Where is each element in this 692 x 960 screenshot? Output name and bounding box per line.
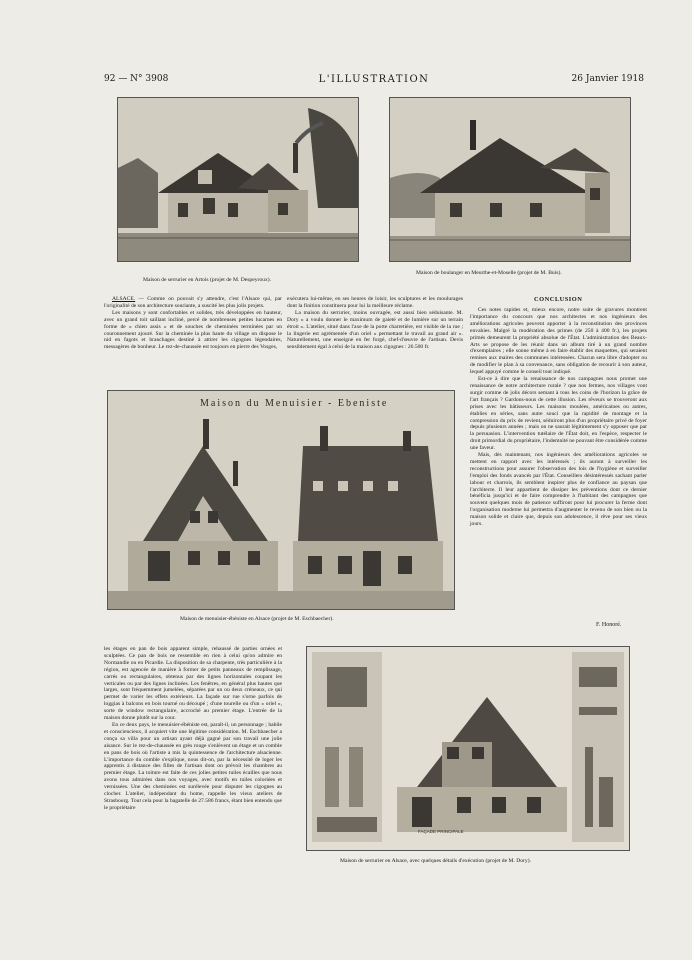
issue-date: 26 Janvier 1918 [571, 74, 644, 84]
facade-principale-label: FAÇADE PRINCIPALE [418, 829, 464, 834]
artois-house-illustration [117, 97, 359, 262]
article-column-bottom [104, 646, 282, 812]
menuisier-house-illustration [107, 390, 455, 610]
moselle-drawing [390, 98, 630, 261]
alsace-paragraph-1: — Comme on pouvait s'y attendre, c'est l'Alsace qui, par l'originalité de son architecture souriante, a suscité les plus jolis projets. [104, 296, 282, 309]
menuisier-caption: Maison de menuisier-ébéniste en Alsace (projet de M. Eschbaecher). [180, 616, 334, 622]
conclusion-paragraph-1: Ces notes rapides et, mieux encore, notre suite de gravures montrent l'importance du concours que nos architectes et nos ingénieurs des améliorations agricoles peuvent apporter à la reconstitution des provinces envahies. Malgré la modération des primes (de 250 à 400 fr.), les projets primés demeurent la propriété absolue de l'État. L'administration des Beaux-Arts se propose de les réunir dans un album tiré à un grand nombre d'exemplaires ; elle sonne même à en faire établir des maquettes, qui seraient remises aux maires des communes intéressées. Chacun sera libre d'adopter ou de modifier le plan à sa convenance, sans obligation de recourir à son auteur, lequel appuyé comme le conseil tout indiqué. [470, 307, 647, 376]
article-column-1 [104, 296, 282, 351]
bottom-paragraph-2: En ce deux pays, le menuisier-ébéniste est, paraît-il, un personnage ; habile et consciencieux, il acquiert vite une légitime considération. M. Eschbaecher a conçu sa villa pour un artisan ayant déjà gagné par son travail une jolie aisance. Sur le rez-de-chaussée en grès rouge s'enlèvent un étage et un comble en pans de bois où l'artiste a mis la quintessence de l'architecture alsacienne. L'importance du comble s'explique, nous dit-on, par la nécessité de loger les apprentis à distance des filles de l'artisan dont on prévoit les chambres au premier étage. La toiture est faite de ces jolies petites tuiles écailles que nous avons tous admirées dans nos voyages, avec motifs en tuiles coloriées et vernissées. Une des cheminées est surélevée pour disputer les cigognes au clocher. L'atelier, indépendant du home, rappelle les vieux ateliers de Strasbourg. Tout cela pour la bagatelle de 27.586 francs, étant bien entendu que le propriétaire [104, 721, 282, 811]
bottom-paragraph-1: les étages en pan de bois apparent simple, rehaussé de parties ornées et sculptées. Ce pan de bois ne ressemble en rien à celui qu'on admire en Normandie ou en Picardie. La disposition de sa charpente, très particulière à la région, est agencée de manière à former de petits panneaux de remplissage, carrés ou rectangulaires, obtenus par des lignes horizontales coupant les verticales ou par des lignes inclinées. Les fenêtres, en général plus hautes que larges, sont fréquemment jumelées, séparées par un ou deux créneaux, ce qui permet de varier les effets extérieurs. La façade sur rue s'orne parfois de loggias à balcons en bois tourné ou découpé ; d'une tourelle ou d'un « oriel », sorte de window rectangulaire, accroché au premier étage. L'entrée de la maison donne plutôt sur la cour. [104, 646, 282, 722]
moselle-caption: Maison de boulanger en Meurthe-et-Moselle (projet de M. Buis). [416, 270, 562, 276]
serrurier-alsace-drawing [307, 647, 629, 850]
alsace-paragraph-2: Les maisons y sont confortables et solides, très développées en hauteur, avec un grand toit saillant incliné, percé de nombreuses petites lucarnes en forme de « chien assis » et de souches de cheminées terminées par un couronnement ajouré. Sur la cheminée la plus haute du village on dispose le nid en fagots et branchages destiné à attirer les cigognes légendaires, messagères de bonheur. Le rez-de-chaussée est toujours en pierre des Vosges, [104, 309, 282, 351]
column-2-paragraph-1: exécutera lui-même, en ses heures de loisir, les sculptures et les moulurages dont la finition constituera pour lui la meilleure réclame. [287, 296, 463, 309]
serrurier-alsace-illustration [306, 646, 630, 851]
artois-caption: Maison de serrurier en Artois (projet de M. Despeyroux). [143, 277, 272, 283]
conclusion-paragraph-2: Est-ce à dire que la renaissance de nos campagnes nous promet une renaissance de notre architecture rurale ? que nos fermes, nos villages vont surgir comme de jolis décors semant à tous les coins de l'horizon la grâce de l'art français ? Gardons-nous de cette illusion. Les rêveurs se trouveront aux prises avec les bâtisseurs. Les maisons moulées, américaines ou autres, établies en séries, sans autre souci que la rapidité de montage et la compression du prix de revient, séduiront plus d'un propriétaire privé de foyer depuis plusieurs années ; mais on ne saurait légitimement s'y opposer que par la persuasion. L'intervention tutélaire de l'État doit, en l'espèce, respecter le droit primordial du propriétaire, l'indemnité ne pouvant être considérée comme une faveur. [470, 376, 647, 452]
section-lead-alsace: ALSACE. [112, 296, 136, 302]
article-column-3 [470, 307, 647, 528]
journal-title: L'ILLUSTRATION [318, 74, 430, 85]
article-column-2 [287, 296, 463, 351]
column-2-paragraph-2: La maison du serrurier, moins ouvragée, est aussi bien séduisante. M. Dory « a voulu donner le maximum de gaieté et de lumière sur un terrain étroit ». L'atelier, situé dans l'axe de la porte charretière, est visible de la rue ; la lingerie est agrémentée d'un oriel « permettant le travail au grand air ». Naturellement, une enseigne en fer forgé, chef-d'œuvre de l'artisan. Devis sensiblement égal à celui de la maison aux cigognes : 26.500 fr. [287, 309, 463, 351]
menuisier-plate-title: Maison du Menuisier - Ebeniste [200, 398, 389, 409]
artois-drawing [118, 98, 358, 261]
conclusion-title: CONCLUSION [534, 296, 583, 303]
author-signature: F. Honoré. [596, 622, 622, 628]
menuisier-drawing [108, 391, 454, 609]
page-header [104, 74, 644, 88]
conclusion-paragraph-3: Mais, dès maintenant, nos ingénieurs des améliorations agricoles se mettent en rapport avec les intéressés ; ils auront à surveiller les reconstructions pour assurer l'observation des lois de l'hygiène et surveiller l'emploi des fonds avancés par l'État. Conseillers désintéressés sachant parler labour et charrois, ils semblent inspirer plus de confiance au paysan que l'architecte. Il leur appartient de dissiper les préventions dont ce dernier bénéficia jusqu'ici et de faire comprendre à l'habitant des campagnes que souvent quelques mois de patience suffiront pour lui procurer la ferme dont l'organisation moderne lui permettra d'augmenter le revenu de son bien ou la maison solide et claire que, depuis son adolescence, il rêve pour ses vieux jours. [470, 452, 647, 528]
moselle-house-illustration [389, 97, 631, 262]
page-folio: 92 — N° 3908 [104, 74, 169, 84]
serrurier-alsace-caption: Maison de serrurier en Alsace, avec quelques détails d'exécution (projet de M. Dory). [340, 858, 531, 864]
